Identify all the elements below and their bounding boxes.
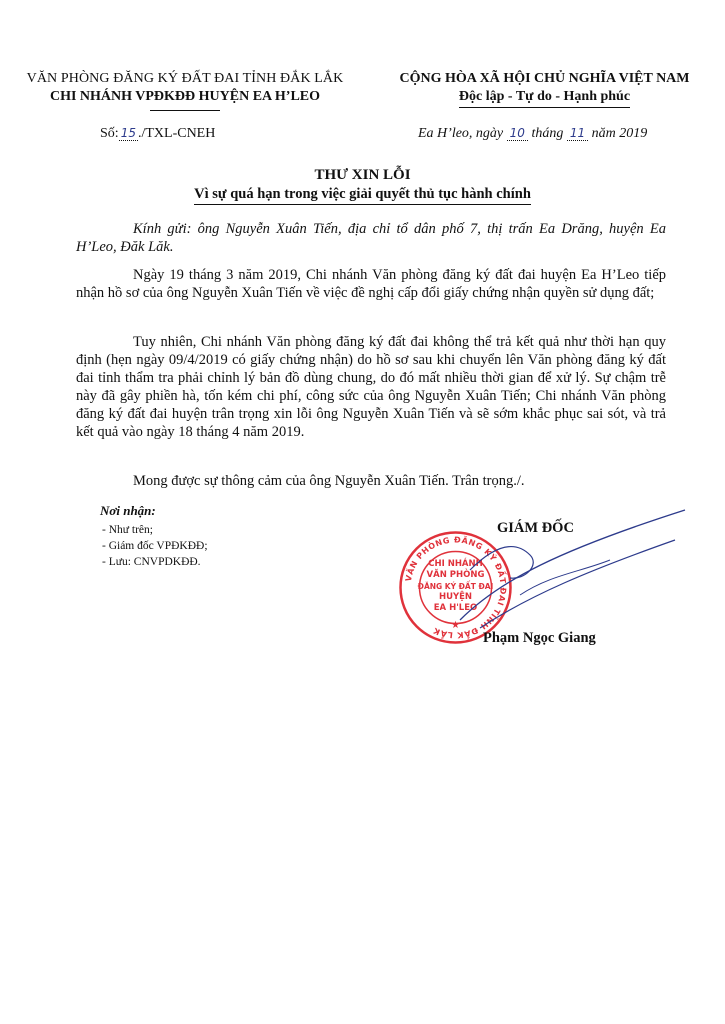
stamp-center-line: HUYỆN xyxy=(438,592,473,602)
body-paragraph-1: Ngày 19 tháng 3 năm 2019, Chi nhánh Văn phòng đăng ký đất đai huyện Ea H’Leo tiếp nhận hồ sơ của ông Nguyễn Xuân Tiến về việc đề nghị cấp đổi giấy chứng nhận quyền sử dụng đất; xyxy=(76,267,666,301)
national-motto xyxy=(372,70,717,108)
handwritten-day: 10 xyxy=(507,126,528,141)
svg-text:★: ★ xyxy=(451,620,460,631)
letter-title: THƯ XIN LỖI xyxy=(314,167,411,183)
agency-branch: CHI NHÁNH VPĐKĐĐ HUYỆN EA H’LEO xyxy=(49,89,321,104)
handwritten-month: 11 xyxy=(567,126,588,141)
closing-paragraph: Mong được sự thông cảm của ông Nguyễn Xuân Tiến. Trân trọng./. xyxy=(133,473,525,489)
recipient-item: - Lưu: CNVPDKĐĐ. xyxy=(102,556,201,568)
motto: Độc lập - Tự do - Hạnh phúc xyxy=(459,88,630,108)
nation-name: CỘNG HÒA XÃ HỘI CHỦ NGHĨA VIỆT NAM xyxy=(399,71,690,86)
agency-parent: VĂN PHÒNG ĐĂNG KÝ ĐẤT ĐAI TỈNH ĐẮK LẮK xyxy=(26,71,344,86)
signer-name: Phạm Ngọc Giang xyxy=(483,630,596,646)
stamp-center-line: ĐĂNG KÝ ĐẤT ĐAI xyxy=(417,582,494,591)
document-number: Số: 15 ./TXL-CNEH xyxy=(100,126,216,141)
stamp-center-line: EA H'LEO xyxy=(433,603,478,613)
stamp-ring-text: VĂN PHÒNG ĐĂNG KÝ ĐẤT ĐAI TỈNH ĐẮK LẮK xyxy=(403,535,508,640)
document-date: Ea H’leo, ngày 10 tháng 11 năm 2019 xyxy=(418,126,648,141)
body-paragraph-2: Tuy nhiên, Chi nhánh Văn phòng đăng ký đất đai không thể trả kết quả như thời hạn quy định (hẹn ngày 09/4/2019 có giấy chứng nhận) do hồ sơ sau khi chuyển lên Văn phòng đăng ký đất đai tỉnh thẩm tra phải chỉnh lý bản đồ dùng chung, do đó mất nhiều thời gian để xử lý. Sự chậm trễ này đã gây phiền hà, tốn kém chi phí, công sức của ông Nguyễn Xuân Tiến; Chi nhánh Văn phòng đăng ký đất đai huyện trân trọng xin lỗi ông Nguyễn Xuân Tiến và sẽ sớm khắc phục sai sót, và trả kết quả vào ngày 18 tháng 4 năm 2019. xyxy=(76,334,666,440)
recipient-item: - Như trên; xyxy=(102,524,153,536)
stamp-center-line: CHI NHÁNH xyxy=(428,559,483,569)
signer-role: GIÁM ĐỐC xyxy=(497,520,574,536)
letter-subtitle: Vì sự quá hạn trong việc giải quyết thủ tục hành chính xyxy=(0,186,725,205)
handwritten-number: 15 xyxy=(120,126,136,140)
recipients-title: Nơi nhận: xyxy=(100,503,156,518)
issuing-agency xyxy=(20,70,350,106)
salutation-paragraph: Kính gửi: ông Nguyễn Xuân Tiến, địa chỉ tổ dân phố 7, thị trấn Ea Drăng, huyện Ea H’Leo, Đăk Lăk. xyxy=(76,221,666,255)
stamp-center-line: VĂN PHÒNG xyxy=(426,570,485,580)
agency-divider xyxy=(150,110,220,111)
recipient-item: - Giám đốc VPĐKĐĐ; xyxy=(102,540,208,552)
